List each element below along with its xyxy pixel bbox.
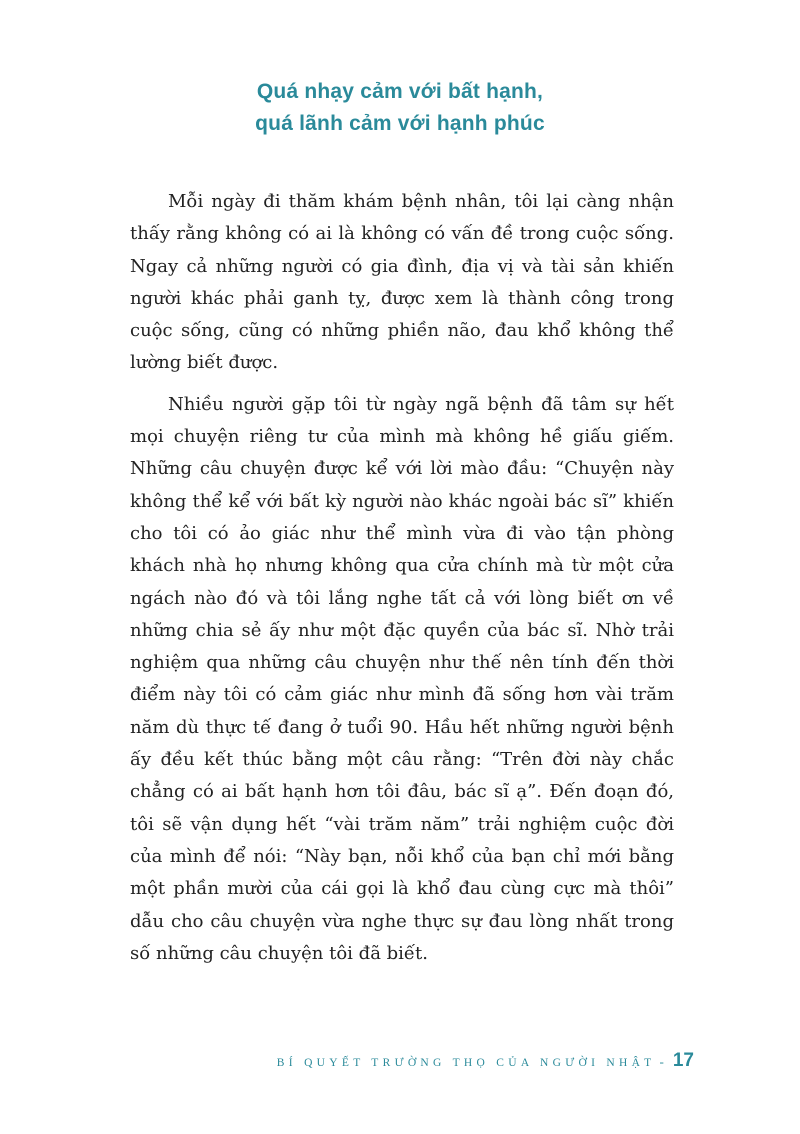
chapter-heading-line-2: quá lãnh cảm với hạnh phúc: [255, 112, 545, 135]
footer-book-title: BÍ QUYẾT TRƯỜNG THỌ CỦA NGƯỜI NHẬT: [276, 1057, 656, 1069]
chapter-heading: [0, 76, 800, 140]
footer-separator: -: [659, 1054, 664, 1069]
paragraph-1: Mỗi ngày đi thăm khám bệnh nhân, tôi lại càng nhận thấy rằng không có ai là không có vấn đề trong cuộc sống. Ngay cả những người có gia đình, địa vị và tài sản khiến người khác phải ganh tỵ, được xem là thành công trong cuộc sống, cũng có những phiền não, đau khổ không thể lường biết được.: [130, 191, 674, 374]
running-footer: [277, 1050, 694, 1072]
paragraph-2: Nhiều người gặp tôi từ ngày ngã bệnh đã tâm sự hết mọi chuyện riêng tư của mình mà không hề giấu giếm. Những câu chuyện được kể với lời mào đầu: “Chuyện này không thể kể với bất kỳ người nào khác ngoài bác sĩ” khiến cho tôi có ảo giác như thể mình vừa đi vào tận phòng khách nhà họ nhưng không qua cửa chính mà từ một cửa ngách nào đó và tôi lắng nghe tất cả với lòng biết ơn về những chia sẻ ấy như một đặc quyền của bác sĩ. Nhờ trải nghiệm qua những câu chuyện như thế nên tính đến thời điểm này tôi có cảm giác như mình đã sống hơn vài trăm năm dù thực tế đang ở tuổi 90. Hầu hết những người bệnh ấy đều kết thúc bằng một câu rằng: “Trên đời này chắc chẳng có ai bất hạnh hơn tôi đâu, bác sĩ ạ”. Đến đoạn đó, tôi sẽ vận dụng hết “vài trăm năm” trải nghiệm cuộc đời của mình để nói: “Này bạn, nỗi khổ của bạn chỉ mới bằng một phần mười của cái gọi là khổ đau cùng cực mà thôi” dẫu cho câu chuyện vừa nghe thực sự đau lòng nhất trong số những câu chuyện tôi đã biết.: [130, 393, 674, 964]
page-number: 17: [672, 1050, 694, 1071]
chapter-heading-line-1: Quá nhạy cảm với bất hạnh,: [256, 80, 544, 103]
body-text: [130, 186, 674, 970]
